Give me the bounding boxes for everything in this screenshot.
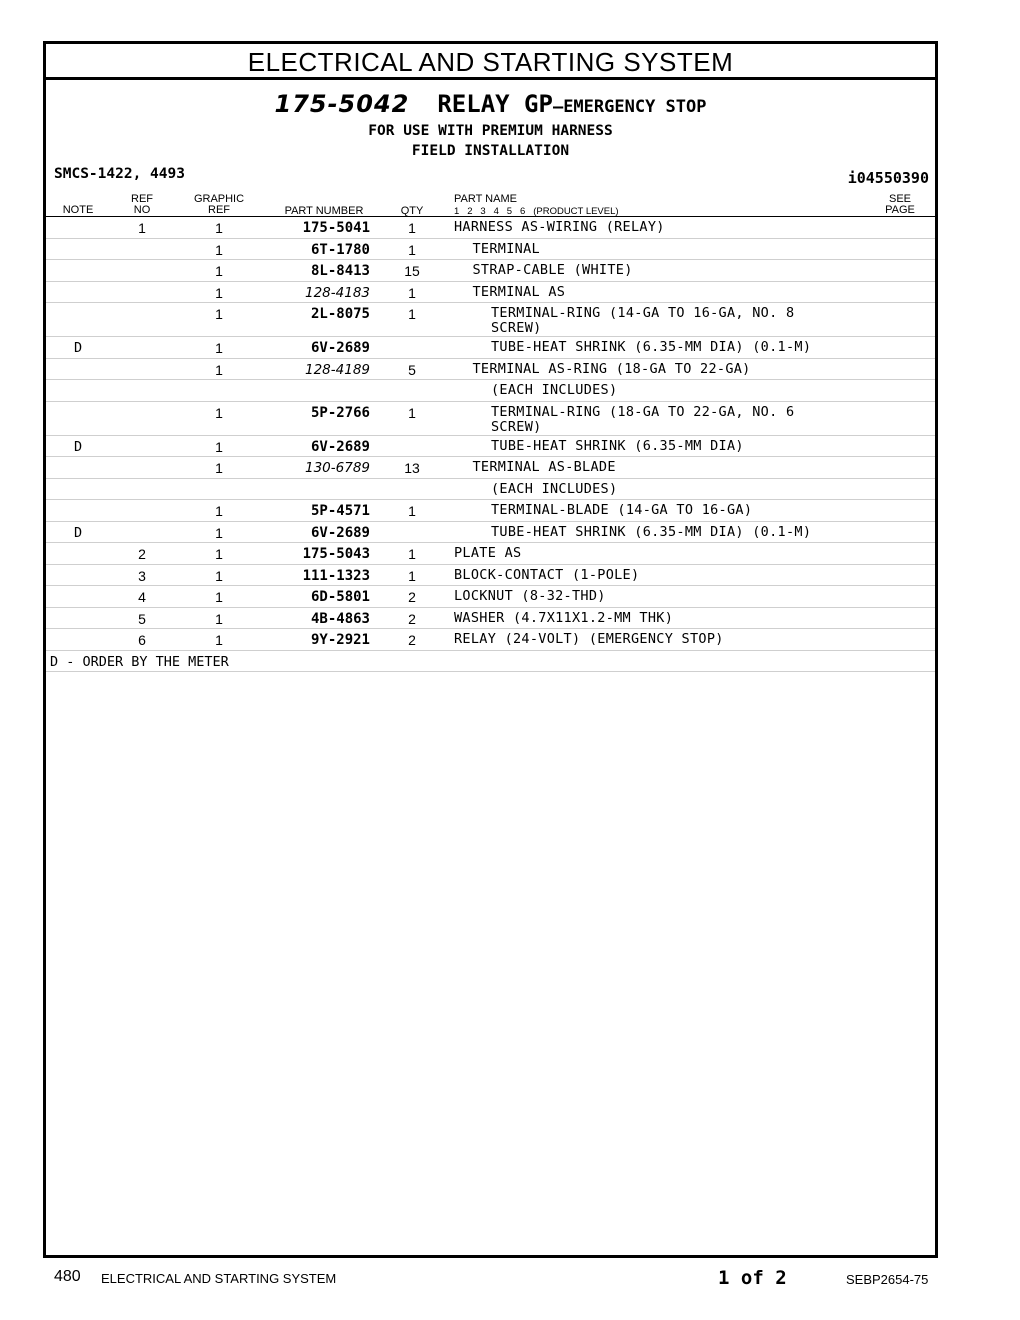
col-qty: QTY: [400, 205, 424, 217]
row-part-number: 6D-5801: [310, 589, 370, 605]
row-part-name: TERMINAL-BLADE (14-GA TO 16-GA): [491, 502, 753, 518]
row-graphic-ref: 1: [215, 361, 223, 378]
col-see-top: SEE: [888, 193, 911, 205]
table-row: [46, 402, 935, 436]
row-part-name: LOCKNUT (8-32-THD): [454, 588, 606, 604]
row-part-number: 4B-4863: [310, 610, 370, 627]
row-qty: 1: [408, 220, 416, 236]
row-note: D: [74, 524, 83, 541]
row-part-number: 111-1323: [302, 567, 370, 584]
group-heading: [46, 90, 935, 161]
table-row: [46, 303, 935, 337]
row-ref-no: 5: [138, 610, 146, 627]
row-qty: 1: [408, 503, 416, 519]
row-ref-no: 4: [138, 589, 146, 605]
table-row: [46, 457, 935, 479]
table-row: [46, 436, 935, 458]
col-ref-bottom: NO: [133, 204, 151, 216]
row-part-name: HARNESS AS-WIRING (RELAY): [454, 219, 665, 235]
page-frame: [43, 41, 938, 1258]
row-graphic-ref: 1: [215, 340, 223, 356]
col-see-bottom: PAGE: [885, 204, 915, 216]
smcs-code: SMCS-1422, 4493: [54, 166, 185, 182]
row-note: D: [74, 340, 83, 356]
row-graphic-ref: 1: [215, 284, 223, 301]
row-ref-no: 2: [138, 546, 146, 562]
row-graphic-ref: 1: [215, 241, 223, 258]
table-row: [46, 500, 935, 522]
col-graphic-top: GRAPHIC: [193, 193, 245, 205]
row-ref-no: 1: [138, 220, 146, 236]
row-part-number: 6V-2689: [310, 340, 370, 356]
row-part-name: BLOCK-CONTACT (1-POLE): [454, 566, 640, 583]
row-qty: 2: [408, 632, 416, 648]
group-usage: FOR USE WITH PREMIUM HARNESS: [368, 123, 613, 139]
row-part-name: TERMINAL AS-BLADE: [472, 459, 616, 475]
row-part-number: 128-4189: [305, 361, 370, 378]
col-product-levels: 1 2 3 4 5 6 (PRODUCT LEVEL): [454, 206, 619, 217]
row-part-name: (EACH INCLUDES): [491, 480, 618, 497]
table-row: [46, 479, 935, 501]
table-row: [46, 337, 935, 359]
table-row: [46, 239, 935, 261]
group-subtitle: —EMERGENCY STOP: [552, 97, 707, 117]
system-title: ELECTRICAL AND STARTING SYSTEM: [46, 44, 935, 80]
table-row: [46, 359, 935, 381]
document-number: SEBP2654-75: [846, 1272, 929, 1287]
row-graphic-ref: 1: [215, 610, 223, 627]
row-part-name: TERMINAL-RING (14-GA TO 16-GA, NO. 8 SCREW): [491, 305, 795, 336]
col-ref-top: REF: [131, 193, 153, 205]
column-headers: [46, 194, 935, 217]
row-ref-no: 3: [138, 567, 146, 584]
table-row: [46, 282, 935, 304]
row-graphic-ref: 1: [215, 263, 223, 279]
row-part-name: (EACH INCLUDES): [491, 382, 618, 398]
row-part-name: TUBE-HEAT SHRINK (6.35-MM DIA): [491, 437, 744, 454]
row-graphic-ref: 1: [215, 404, 223, 421]
row-part-number: 2L-8075: [310, 306, 370, 322]
row-graphic-ref: 1: [215, 546, 223, 562]
row-graphic-ref: 1: [215, 524, 223, 541]
row-part-number: 6V-2689: [310, 524, 370, 541]
table-row: [46, 217, 935, 239]
table-row: [46, 522, 935, 544]
row-graphic-ref: 1: [215, 460, 223, 476]
table-row: [46, 543, 935, 565]
row-part-name: TERMINAL: [472, 240, 540, 257]
row-graphic-ref: 1: [215, 306, 223, 322]
row-part-name: PLATE AS: [454, 545, 522, 561]
col-note: NOTE: [62, 204, 94, 216]
col-part-number: PART NUMBER: [284, 205, 364, 217]
row-part-number: 5P-4571: [310, 503, 370, 519]
page-of: 1 of 2: [718, 1267, 787, 1289]
table-row: [46, 629, 935, 651]
row-part-name: TUBE-HEAT SHRINK (6.35-MM DIA) (0.1-M): [491, 523, 812, 540]
row-part-name: TERMINAL AS-RING (18-GA TO 22-GA): [472, 360, 751, 377]
page-number: 480: [54, 1268, 81, 1285]
row-qty: 1: [408, 546, 416, 562]
row-part-number: 8L-8413: [310, 263, 370, 279]
row-qty: 1: [408, 284, 416, 301]
row-graphic-ref: 1: [215, 589, 223, 605]
row-part-name: TERMINAL-RING (18-GA TO 22-GA, NO. 6 SCREW): [491, 403, 795, 435]
row-graphic-ref: 1: [215, 567, 223, 584]
group-name: RELAY GP: [437, 90, 553, 118]
row-note: D: [74, 438, 83, 455]
row-part-name: TERMINAL AS: [472, 283, 566, 300]
row-part-number: 175-5041: [302, 220, 370, 236]
row-part-name: WASHER (4.7X11X1.2-MM THK): [454, 609, 674, 626]
row-part-number: 9Y-2921: [310, 632, 370, 648]
row-part-number: 5P-2766: [310, 404, 370, 421]
row-qty: 5: [408, 361, 416, 378]
table-row: [46, 565, 935, 587]
row-graphic-ref: 1: [215, 438, 223, 455]
row-ref-no: 6: [138, 632, 146, 648]
row-part-number: 130-6789: [305, 460, 370, 476]
col-part-name: PART NAME: [454, 193, 517, 205]
table-row: [46, 260, 935, 282]
row-part-name: TUBE-HEAT SHRINK (6.35-MM DIA) (0.1-M): [491, 339, 812, 355]
row-qty: 1: [408, 241, 416, 258]
table-row: [46, 608, 935, 630]
row-qty: 1: [408, 567, 416, 584]
row-graphic-ref: 1: [215, 220, 223, 236]
row-graphic-ref: 1: [215, 632, 223, 648]
row-part-name: RELAY (24-VOLT) (EMERGENCY STOP): [454, 631, 724, 647]
row-qty: 2: [408, 610, 416, 627]
illustration-id: i04550390: [847, 169, 929, 187]
row-qty: 1: [408, 306, 416, 322]
row-part-number: 175-5043: [302, 546, 370, 562]
row-qty: 13: [404, 460, 420, 476]
row-qty: 15: [404, 263, 420, 279]
group-part-number: 175-5042: [274, 90, 410, 118]
group-installation: FIELD INSTALLATION: [411, 143, 570, 159]
row-qty: 2: [408, 589, 416, 605]
col-graphic-bottom: REF: [208, 204, 230, 216]
row-part-number: 6V-2689: [310, 438, 370, 455]
row-qty: 1: [408, 404, 416, 421]
group-title: [46, 90, 935, 121]
table-row: [46, 586, 935, 608]
parts-list: [46, 217, 935, 672]
note-legend: D - ORDER BY THE METER: [50, 653, 229, 670]
page-footer: [0, 1268, 1020, 1290]
table-row: [46, 380, 935, 402]
row-part-number: 128-4183: [305, 284, 370, 301]
footer-section: ELECTRICAL AND STARTING SYSTEM: [101, 1271, 337, 1286]
note-legend-row: [46, 651, 935, 673]
row-part-name: STRAP-CABLE (WHITE): [472, 262, 633, 278]
row-part-number: 6T-1780: [310, 241, 370, 258]
row-graphic-ref: 1: [215, 503, 223, 519]
